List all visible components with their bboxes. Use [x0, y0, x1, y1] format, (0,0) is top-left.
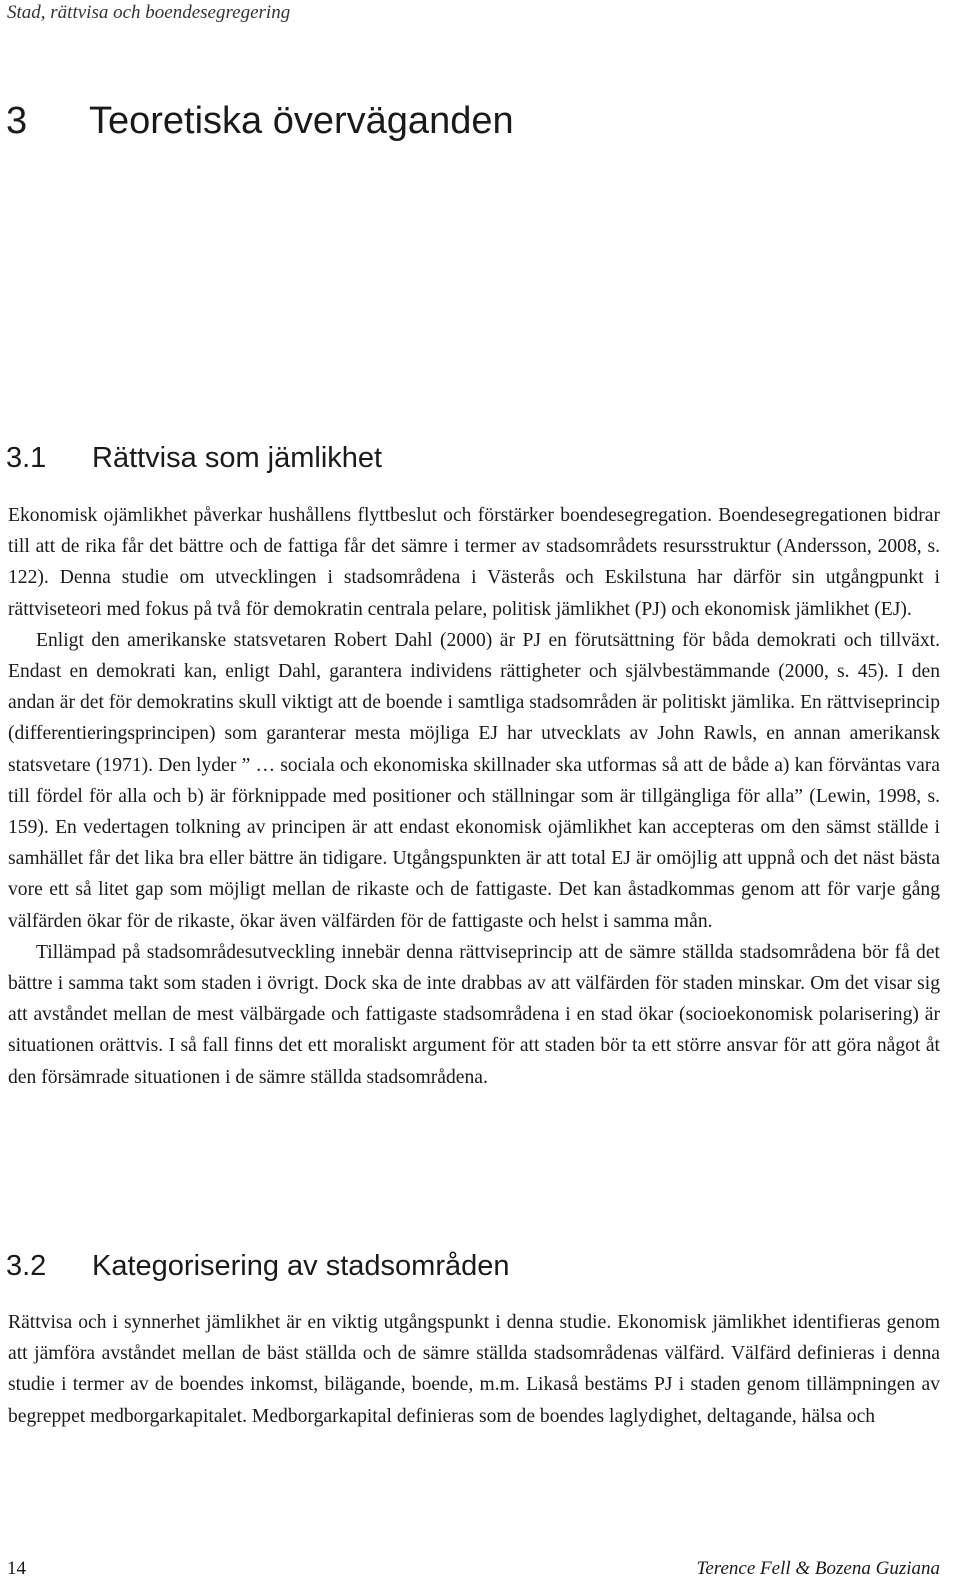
paragraph: Tillämpad på stadsområdesutveckling innebär denna rättviseprincip att de sämre ställda stadsområdena bör få det bättre i samma takt som staden i övrigt. Dock ska de inte drabbas av att välfärden för staden minskar. Om det visar sig att avståndet mellan de mest välbärgade och fattigaste stadsområdena i en stad ökar (socioekonomisk polarisering) är situationen orättvis. I så fall finns det ett moraliskt argument för att staden bör ta ett större ansvar för att göra något åt den försämrade situationen i de sämre ställda stadsområdena.	[8, 941, 940, 1088]
section-body	[8, 500, 940, 1093]
section-title	[6, 442, 382, 475]
section-title-text: Rättvisa som jämlikhet	[92, 442, 383, 474]
chapter-title	[6, 100, 514, 143]
page-number: 14	[7, 1558, 26, 1579]
section-body	[8, 1307, 940, 1461]
paragraph: Rättvisa och i synnerhet jämlikhet är en viktig utgångspunkt i denna studie. Ekonomisk jämlikhet identifieras genom att jämföra avståndet mellan de bäst ställda och de sämre ställda stadsområdenas välfärd. Välfärd definieras i denna studie i termer av de boendes inkomst, bilägande, boende, m.m. Likaså bestäms PJ i staden genom tillämpningen av begreppet medborgarkapitalet. Medborgarkapital definieras som de boendes laglydighet, deltagande, hälsa och	[8, 1312, 940, 1427]
footer-authors: Terence Fell & Bozena Guziana	[696, 1558, 940, 1579]
running-header: Stad, rättvisa och boendesegregering	[7, 2, 291, 23]
section-title	[6, 1250, 510, 1283]
chapter-title-text: Teoretiska överväganden	[89, 100, 514, 142]
section-number: 3.1	[6, 442, 47, 474]
chapter-number: 3	[6, 100, 28, 142]
section-number: 3.2	[6, 1250, 47, 1282]
paragraph: Ekonomisk ojämlikhet påverkar hushållens flyttbeslut och förstärker boendesegregation. Boendesegregationen bidrar till att de rika får det bättre och de fattiga får det sämre i termer av stadsområdets resursstruktur (Andersson, 2008, s. 122). Denna studie om utvecklingen i stadsområdena i Västerås och Eskilstuna har därför sin utgångpunkt i rättviseteori med fokus på två för demokratin centrala pelare, politisk jämlikhet (PJ) och ekonomisk jämlikhet (EJ).	[8, 505, 940, 620]
paragraph: Enligt den amerikanske statsvetaren Robert Dahl (2000) är PJ en förutsättning för båda demokrati och tillväxt. Endast en demokrati kan, enligt Dahl, garantera individens rättigheter och självbestämmande (2000, s. 45). I den andan är det för demokratins skull viktigt att de boende i samtliga stadsområden är politiskt jämlika. En rättviseprincip (differentieringsprincipen) som garanterar mesta möjliga EJ har utvecklats av John Rawls, en annan amerikansk statsvetare (1971). Den lyder ” … sociala och ekonomiska skillnader ska utformas så att de både a) kan förväntas vara till fördel för alla och b) är förknippade med positioner och ställningar som är tillgängliga för alla” (Lewin, 1998, s. 159). En vedertagen tolkning av principen är att endast ekonomisk ojämlikhet kan accepteras om den sämst ställde i samhället får det lika bra eller bättre än tidigare. Utgångspunkten är att total EJ är omöjlig att uppnå och det näst bästa vore ett så litet gap som möjligt mellan de rikaste och de fattigaste. Det kan åstadkommas genom att för varje gång välfärden ökar för de rikaste, ökar även välfärden för de fattigaste och helst i samma mån.	[8, 629, 940, 932]
section-title-text: Kategorisering av stadsområden	[92, 1250, 510, 1282]
